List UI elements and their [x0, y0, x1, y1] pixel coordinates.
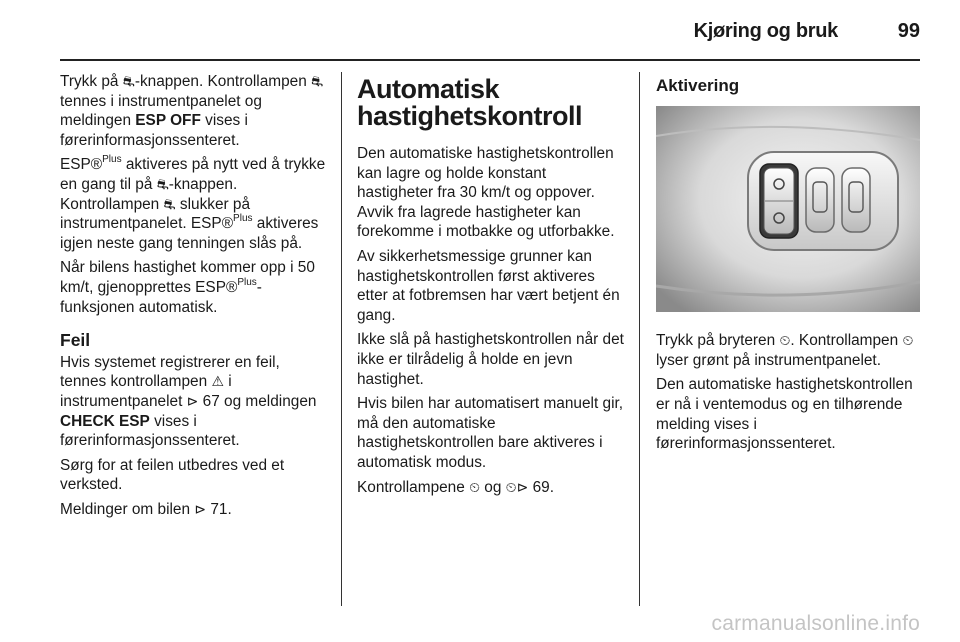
- cruise-control-switch-photo: [656, 106, 920, 312]
- message-check-esp: CHECK ESP: [60, 412, 150, 430]
- column-1: [60, 72, 326, 524]
- page-header-title: Kjøring og bruk: [693, 20, 838, 42]
- esp-off-icon: ⛐: [156, 175, 169, 192]
- heading-cruise-control: Automatisk hastighetskontroll: [357, 74, 583, 131]
- paragraph-esp-off: Trykk på ⛐-knappen. Kontrollampen ⛐ tennes i instrumentpanelet og meldingen ESP OFF vises i førerinformasjonssenteret.: [60, 73, 324, 149]
- paragraph-standby-mode: Den automatiske hastighetskontrollen er nå i ventemodus og en tilhørende melding vises i førerinformasjonssenteret.: [656, 376, 913, 453]
- column-3: [656, 76, 920, 459]
- paragraph-press-switch: Trykk på bryteren ⏲. Kontrollampen ⏲ lyser grønt på instrumentpanelet.: [656, 332, 914, 369]
- header-rule: [60, 59, 920, 61]
- watermark: carmanualsonline.info: [711, 612, 920, 635]
- page-ref-icon: ⊳: [194, 500, 207, 517]
- column-2: [357, 76, 625, 502]
- paragraph-workshop: Sørg for at feilen utbedres ved et verksted.: [60, 456, 285, 494]
- cruise-control-icon: ⏲: [779, 332, 791, 349]
- cruise-control-icon: ⏲: [505, 478, 517, 495]
- paragraph-cruise-advice: Ikke slå på hastighetskontrollen når det ikke er tilrådelig å holde en jevn hastighet.: [357, 331, 624, 388]
- page-number: 99: [897, 20, 920, 42]
- esp-off-icon: ⛐: [122, 73, 135, 89]
- paragraph-cruise-safety: Av sikkerhetsmessige grunner kan hastighetskontrollen først aktiveres etter at fotbremsen har vært betjent én gang.: [357, 247, 620, 324]
- heading-feil: Feil: [60, 330, 91, 351]
- esp-off-icon: ⛐: [311, 73, 324, 89]
- column-divider-right: [639, 72, 640, 606]
- paragraph-esp-reactivate: ESP®$^{Plus}$ aktiveres på nytt ved å trykke en gang til på ⛐-knappen. Kontrollampen ⛐ slukker på instrumentpanelet. ESP®$^{Plus}$ aktiveres igjen neste gang tenningen slås på.: [60, 154, 326, 252]
- cruise-control-icon: ⏲: [902, 332, 914, 349]
- message-esp-off: ESP OFF: [135, 112, 201, 130]
- paragraph-fault: Hvis systemet registrerer en feil, tennes kontrollampen ⚠ i instrumentpanelet ⊳ 67 og meldingen CHECK ESP vises i førerinformasjonssenteret.: [60, 353, 317, 450]
- paragraph-esp-speed: Når bilens hastighet kommer opp i 50 km/t, gjenopprettes ESP®$^{Plus}$-funksjonen automatisk.: [60, 259, 315, 316]
- column-divider-left: [341, 72, 342, 606]
- paragraph-cruise-automatic: Hvis bilen har automatisert manuelt gir, må den automatiske hastighetskontrollen bare aktiveres i automatisk modus.: [357, 395, 624, 471]
- esp-fault-icon: ⚠: [211, 373, 224, 390]
- paragraph-cruise-lamps: Kontrollampene ⏲ og ⏲⊳ 69.: [357, 478, 554, 496]
- paragraph-vehicle-messages: Meldinger om bilen ⊳ 71.: [60, 500, 232, 518]
- heading-activation: Aktivering: [656, 76, 740, 95]
- paragraph-cruise-intro: Den automatiske hastighetskontrollen kan lagre og holde konstant hastigheter fra 30 km/t og oppover. Avvik fra lagrede hastigheter kan forekomme i motbakke og utforbakke.: [357, 145, 615, 241]
- page-ref-icon: ⊳: [186, 392, 199, 409]
- cruise-control-icon: ⏲: [469, 478, 480, 495]
- esp-off-icon: ⛐: [163, 195, 176, 212]
- page-ref-icon: ⊳: [516, 478, 529, 495]
